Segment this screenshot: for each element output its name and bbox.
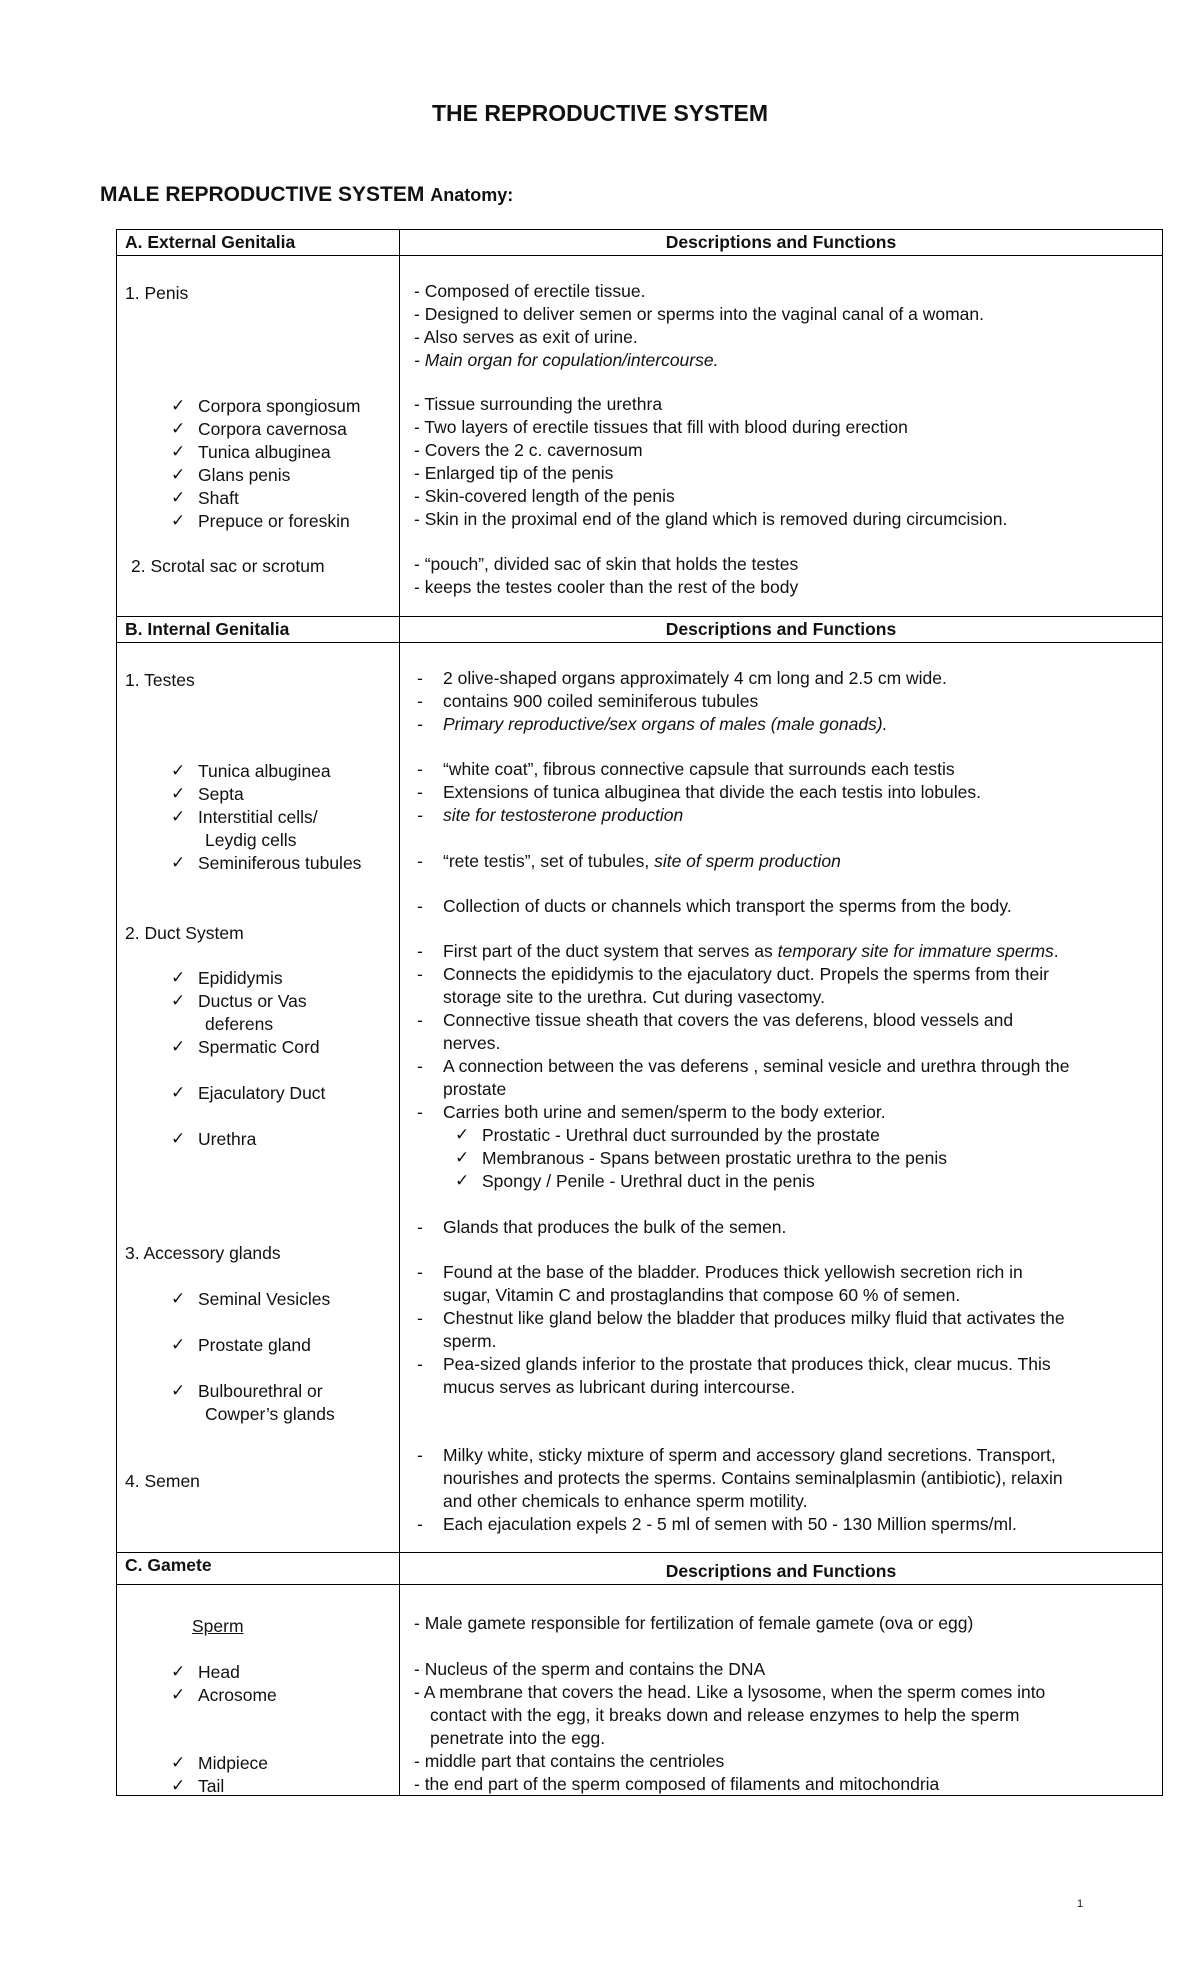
urethra-part: ✓ Membranous - Spans between prostatic urethra to the penis [482,1147,947,1169]
sperm-desc: - Male gamete responsible for fertilization of female gamete (ova or egg) [414,1613,974,1633]
section-c-header: C. Gamete [125,1555,212,1575]
check-item: ✓ Interstitial cells/ [198,806,318,828]
testes-desc: - contains 900 coiled seminiferous tubules [443,690,758,712]
check-item: ✓ Tunica albuginea [198,760,331,782]
check-item-continuation: deferens [205,1014,274,1034]
semen-desc: - Milky white, sticky mixture of sperm and accessory gland secretions. Transport, [443,1444,1056,1466]
section-a-desc-header: Descriptions and Functions [665,232,897,252]
accessory-label: 3. Accessory glands [125,1243,281,1263]
check-item-continuation: Cowper’s glands [205,1404,335,1424]
check-item: ✓ Shaft [198,487,239,509]
vas-desc: - Connects the epididymis to the ejaculatory duct. Propels the sperms from their [443,963,1049,985]
scrotum-desc: - keeps the testes cooler than the rest of the body [414,577,799,597]
urethra-part: ✓ Spongy / Penile - Urethral duct in the penis [482,1170,815,1192]
penis-desc-line: - Designed to deliver semen or sperms into the vaginal canal of a woman. [414,304,985,324]
page-title: THE REPRODUCTIVE SYSTEM [431,100,769,126]
scrotum-label: 2. Scrotal sac or scrotum [131,556,325,576]
seminal-desc: - Found at the base of the bladder. Produces thick yellowish secretion rich in [443,1261,1023,1283]
row-divider [117,1552,1162,1553]
section-c-desc-header: Descriptions and Functions [665,1561,897,1581]
seminal-desc-cont: sugar, Vitamin C and prostaglandins that compose 60 % of semen. [443,1285,961,1305]
midpiece-desc: - middle part that contains the centrioles [414,1751,725,1771]
bulbo-desc: - Pea-sized glands inferior to the prostate that produces thick, clear mucus. This [443,1353,1051,1375]
check-item: ✓ Midpiece [198,1752,268,1774]
prostate-desc-cont: sperm. [443,1331,497,1351]
duct-desc: - Collection of ducts or channels which transport the sperms from the body. [443,895,1012,917]
urethra-part: ✓ Prostatic - Urethral duct surrounded by the prostate [482,1124,880,1146]
check-item: ✓ Tail [198,1775,224,1797]
check-item: ✓ Corpora spongiosum [198,395,360,417]
check-item: ✓ Tunica albuginea [198,441,331,463]
semen-desc-cont: and other chemicals to enhance sperm motility. [443,1491,808,1511]
testes-label: 1. Testes [125,670,195,690]
check-item: ✓ Seminal Vesicles [198,1288,330,1310]
penis-desc-italic: - Main organ for copulation/intercourse. [414,350,719,370]
check-item: ✓ Spermatic Cord [198,1036,320,1058]
tail-desc: - the end part of the sperm composed of filaments and mitochondria [414,1774,940,1794]
part-desc: - Tissue surrounding the urethra [414,394,663,414]
part-desc: - Covers the 2 c. cavernosum [414,440,643,460]
rete-text: “rete testis”, set of tubules, [443,851,650,871]
prostate-desc: - Chestnut like gland below the bladder that produces milky fluid that activates the [443,1307,1065,1329]
sperm-label: Sperm [192,1616,244,1636]
scrotum-desc: - “pouch”, divided sac of skin that holds the testes [414,554,799,574]
accessory-desc: - Glands that produces the bulk of the semen. [443,1216,786,1238]
penis-desc-line: - Composed of erectile tissue. [414,281,646,301]
cord-desc-cont: nerves. [443,1033,501,1053]
check-item: ✓ Prostate gland [198,1334,311,1356]
vas-desc-cont: storage site to the urethra. Cut during vasectomy. [443,987,825,1007]
testes-desc: - 2 olive-shaped organs approximately 4 cm long and 2.5 cm wide. [443,667,947,689]
semen-desc-cont: nourishes and protects the sperms. Contains seminalplasmin (antibiotic), relaxin [443,1468,1063,1488]
testosterone-desc: - site for testosterone production [443,804,683,826]
row-divider [117,255,1162,256]
check-item: ✓ Glans penis [198,464,290,486]
testes-desc-italic: - Primary reproductive/sex organs of males (male gonads). [443,713,888,735]
subtitle-main: MALE REPRODUCTIVE SYSTEM [100,183,425,206]
check-item: ✓ Acrosome [198,1684,277,1706]
check-item: ✓ Epididymis [198,967,283,989]
acrosome-desc-cont: penetrate into the egg. [430,1728,606,1748]
ejac-desc-cont: prostate [443,1079,507,1099]
epididymis-italic: temporary site for immature sperms [777,941,1054,961]
section-a-header: A. External Genitalia [125,232,296,252]
check-item: ✓ Ductus or Vas [198,990,307,1012]
check-item: ✓ Ejaculatory Duct [198,1082,325,1104]
testes-part-desc: - “white coat”, fibrous connective capsule that surrounds each testis [443,758,955,780]
acrosome-desc: - A membrane that covers the head. Like a lysosome, when the sperm comes into [414,1682,1046,1702]
row-divider [117,1584,1162,1585]
check-item: ✓ Head [198,1661,240,1683]
rete-desc [443,850,841,872]
row-divider [117,642,1162,643]
epididymis-period: . [1053,941,1059,961]
head-desc: - Nucleus of the sperm and contains the DNA [414,1659,766,1679]
semen-label: 4. Semen [125,1471,200,1491]
part-desc: - Enlarged tip of the penis [414,463,614,483]
rete-italic: site of sperm production [654,851,841,871]
check-item: ✓ Seminiferous tubules [198,852,361,874]
section-title [100,183,513,207]
cord-desc: - Connective tissue sheath that covers the vas deferens, blood vessels and [443,1009,1013,1031]
check-item: ✓ Septa [198,783,244,805]
part-desc: - Skin in the proximal end of the gland which is removed during circumcision. [414,509,1008,529]
section-b-desc-header: Descriptions and Functions [665,619,897,639]
penis-label: 1. Penis [125,283,189,303]
check-item-continuation: Leydig cells [205,830,297,850]
subtitle-suffix: Anatomy: [430,185,514,205]
part-desc: - Skin-covered length of the penis [414,486,675,506]
ejac-desc: - A connection between the vas deferens , seminal vesicle and urethra through the [443,1055,1070,1077]
testes-part-desc: - Extensions of tunica albuginea that divide the each testis into lobules. [443,781,981,803]
check-item: ✓ Corpora cavernosa [198,418,347,440]
semen-desc-2: - Each ejaculation expels 2 - 5 ml of semen with 50 - 130 Million sperms/ml. [443,1513,1017,1535]
duct-label: 2. Duct System [125,923,244,943]
part-desc: - Two layers of erectile tissues that fill with blood during erection [414,417,908,437]
check-item: ✓ Urethra [198,1128,256,1150]
epididymis-text: First part of the duct system that serves as [443,941,773,961]
anatomy-table [116,229,1163,1796]
bulbo-desc-cont: mucus serves as lubricant during intercourse. [443,1377,796,1397]
epididymis-desc [443,940,1059,962]
section-b-header: B. Internal Genitalia [125,619,290,639]
urethra-desc: - Carries both urine and semen/sperm to the body exterior. [443,1101,886,1123]
acrosome-desc-cont: contact with the egg, it breaks down and release enzymes to help the sperm [430,1705,1020,1725]
penis-desc-line: - Also serves as exit of urine. [414,327,638,347]
check-item: ✓ Prepuce or foreskin [198,510,350,532]
page-number: 1 [1077,1898,1084,1910]
row-divider [117,616,1162,617]
check-item: ✓ Bulbourethral or [198,1380,323,1402]
